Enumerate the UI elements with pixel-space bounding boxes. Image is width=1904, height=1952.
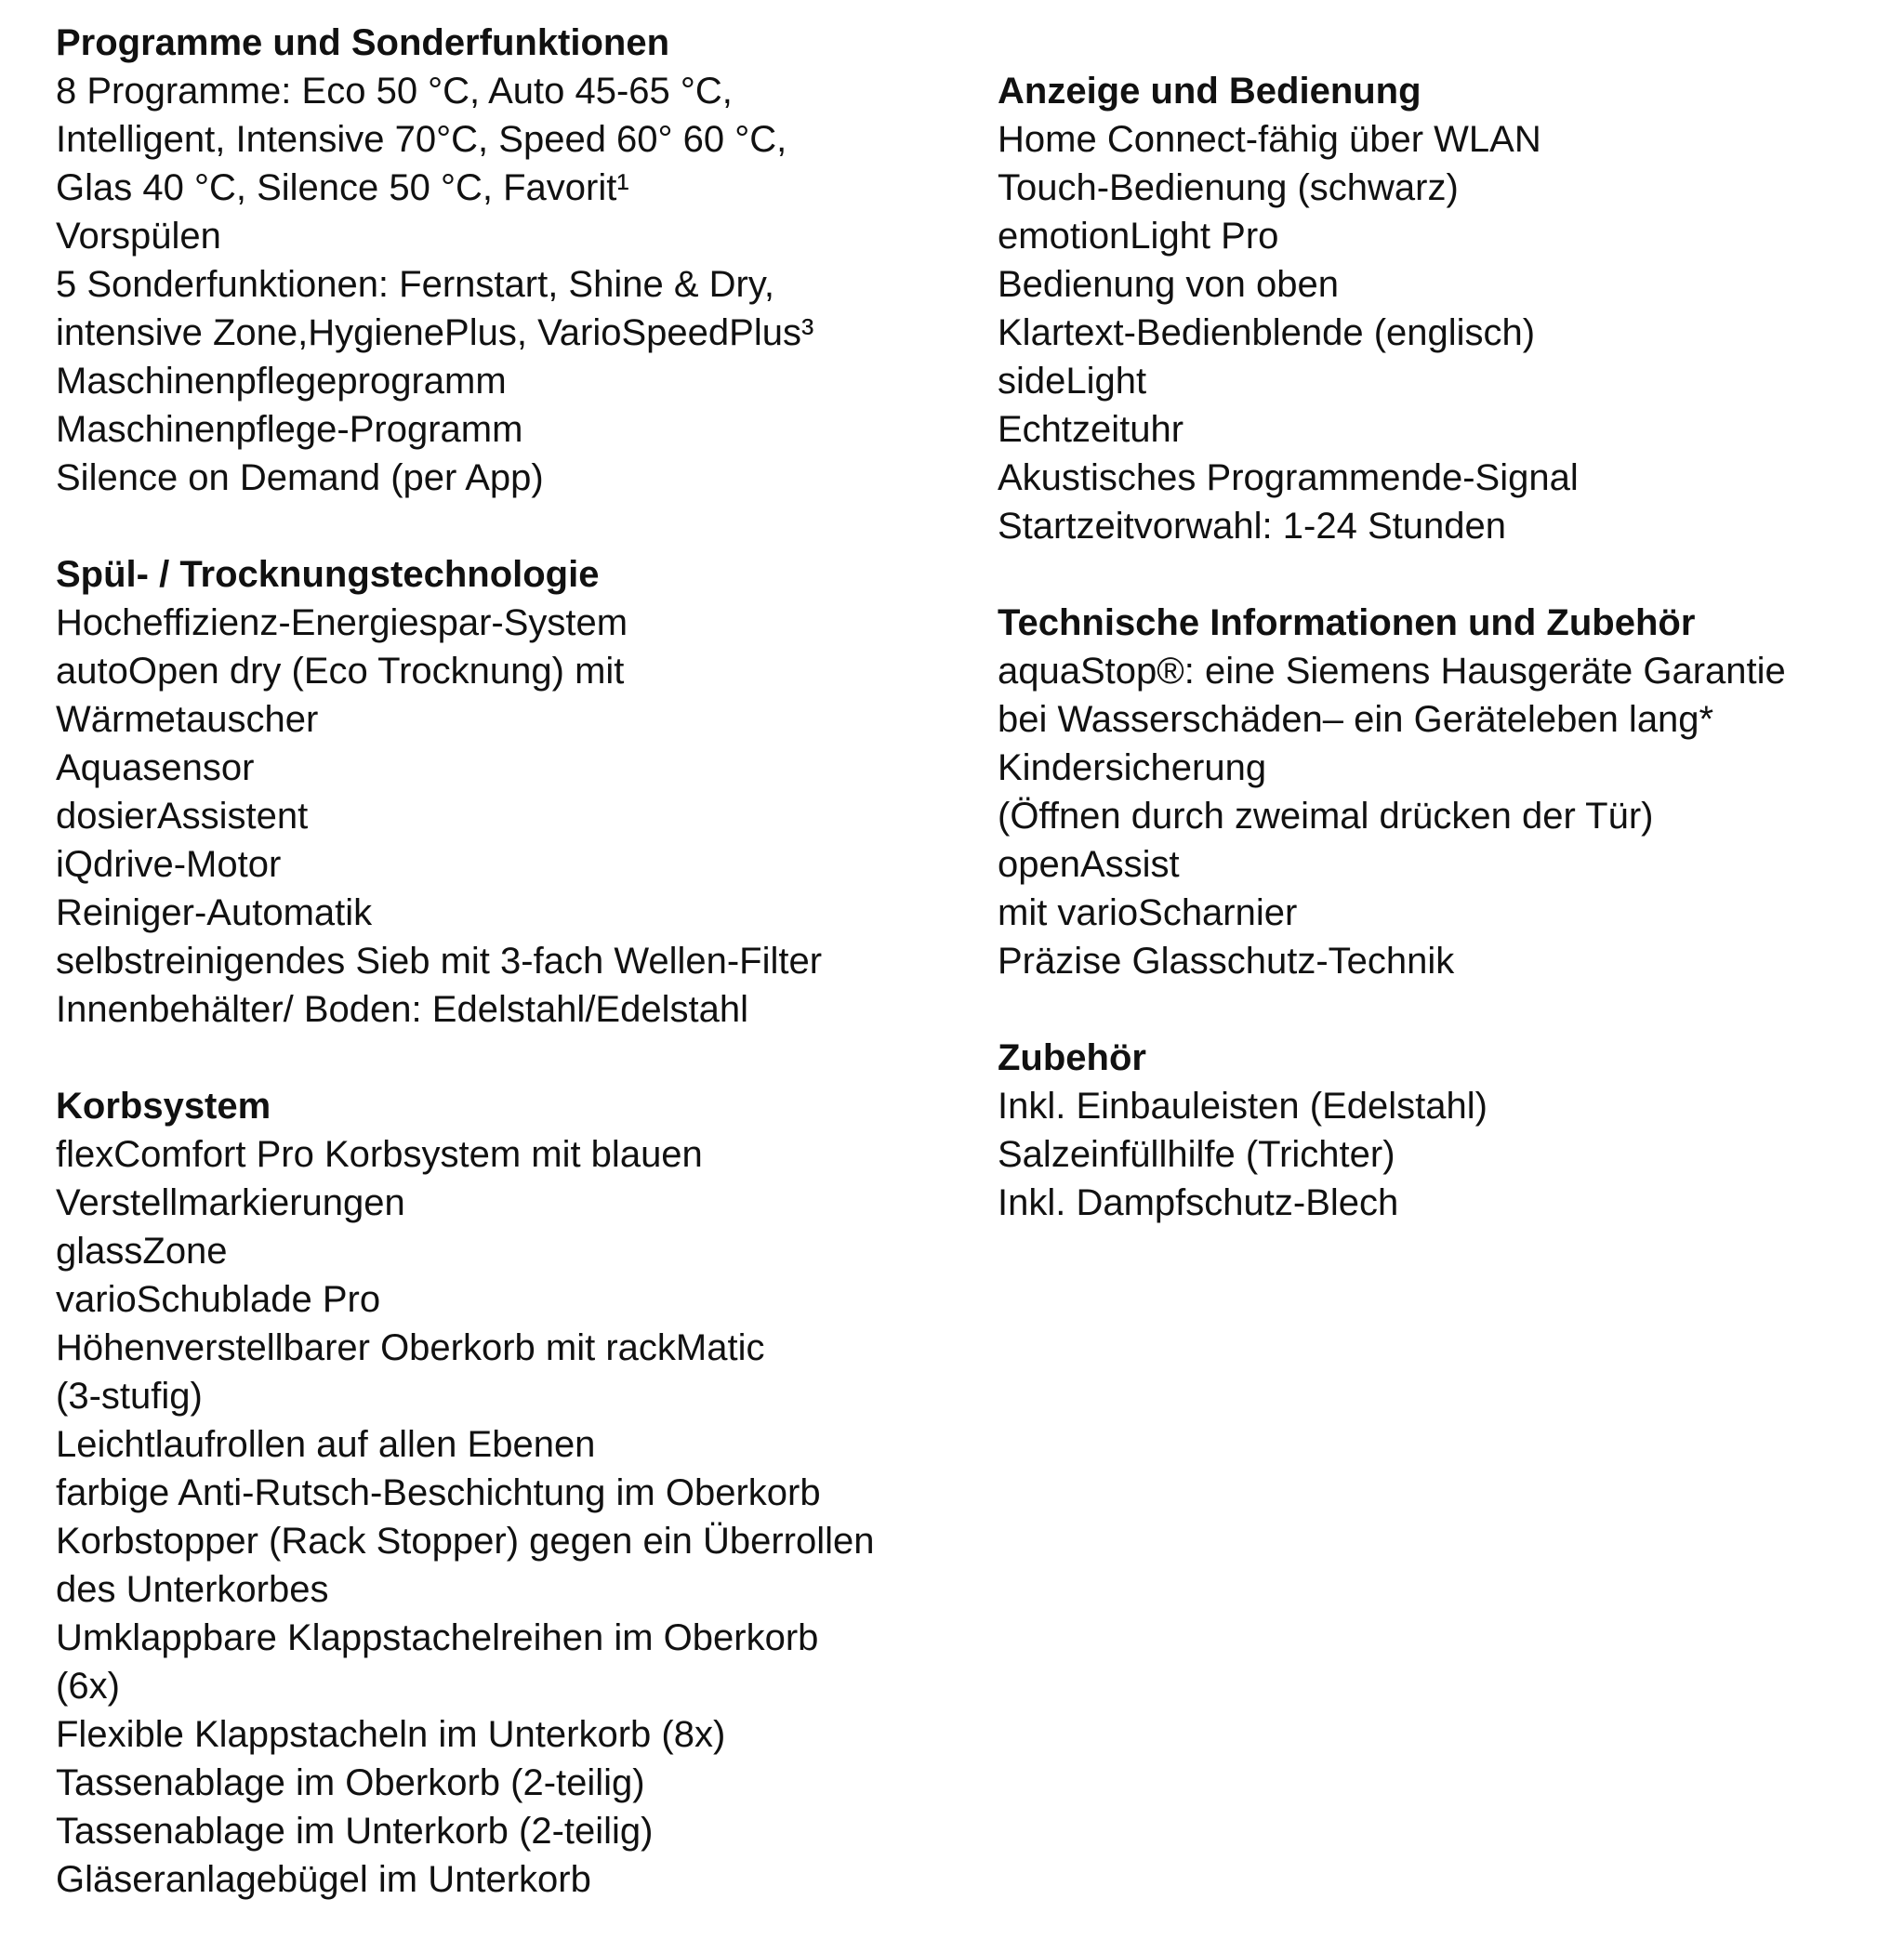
section-heading: Technische Informationen und Zubehör bbox=[998, 602, 1696, 643]
spec-line: iQdrive-Motor bbox=[56, 844, 282, 885]
section-heading: Spül- / Trocknungstechnologie bbox=[56, 554, 600, 595]
spec-line: farbige Anti-Rutsch-Beschichtung im Oberkorb bbox=[56, 1472, 821, 1513]
spec-line: Reiniger-Automatik bbox=[56, 892, 373, 933]
spec-line: Silence on Demand (per App) bbox=[56, 457, 544, 498]
section-heading: Anzeige und Bedienung bbox=[998, 71, 1421, 112]
spec-line: varioSchublade Pro bbox=[56, 1279, 381, 1320]
spec-line: 8 Programme: Eco 50 °C, Auto 45-65 °C, bbox=[56, 71, 733, 112]
right-column bbox=[998, 67, 1890, 1275]
spec-line: Korbstopper (Rack Stopper) gegen ein Überrollen bbox=[56, 1521, 875, 1562]
spec-list bbox=[56, 67, 985, 502]
spec-line: Leichtlaufrollen auf allen Ebenen bbox=[56, 1424, 596, 1465]
spec-line: Höhenverstellbarer Oberkorb mit rackMatic bbox=[56, 1327, 765, 1368]
spec-list bbox=[56, 599, 985, 1034]
spec-line: Wärmetauscher bbox=[56, 699, 319, 740]
spec-line: Umklappbare Klappstachelreihen im Oberkorb bbox=[56, 1617, 819, 1658]
spec-section bbox=[998, 599, 1890, 985]
spec-line: mit varioScharnier bbox=[998, 892, 1298, 933]
spec-line: openAssist bbox=[998, 844, 1180, 885]
spec-line: Echtzeituhr bbox=[998, 409, 1184, 450]
spec-line: emotionLight Pro bbox=[998, 216, 1279, 257]
spec-line: Flexible Klappstacheln im Unterkorb (8x) bbox=[56, 1714, 726, 1755]
spec-line: (Öffnen durch zweimal drücken der Tür) bbox=[998, 796, 1654, 837]
spec-line: Gläseranlagebügel im Unterkorb bbox=[56, 1859, 591, 1900]
spec-line: Tassenablage im Unterkorb (2-teilig) bbox=[56, 1811, 654, 1852]
spec-line: dosierAssistent bbox=[56, 796, 309, 837]
spec-line: Home Connect-fähig über WLAN bbox=[998, 119, 1541, 160]
section-heading: Programme und Sonderfunktionen bbox=[56, 22, 670, 63]
spec-line: flexComfort Pro Korbsystem mit blauen bbox=[56, 1134, 703, 1175]
spec-line: Kindersicherung bbox=[998, 747, 1267, 788]
section-heading: Korbsystem bbox=[56, 1086, 271, 1127]
spec-line: Verstellmarkierungen bbox=[56, 1182, 405, 1223]
spec-list bbox=[998, 1082, 1890, 1227]
spec-section bbox=[56, 19, 985, 502]
spec-section bbox=[998, 67, 1890, 550]
spec-section bbox=[998, 1034, 1890, 1227]
spec-line: Hocheffizienz-Energiespar-System bbox=[56, 602, 628, 643]
spec-line: sideLight bbox=[998, 361, 1147, 402]
spec-line: Maschinenpflegeprogramm bbox=[56, 361, 507, 402]
spec-section bbox=[56, 1082, 985, 1904]
spec-line: Aquasensor bbox=[56, 747, 255, 788]
spec-line: Bedienung von oben bbox=[998, 264, 1339, 305]
spec-line: aquaStop®: eine Siemens Hausgeräte Garantie bbox=[998, 651, 1786, 692]
spec-line: glassZone bbox=[56, 1231, 228, 1272]
spec-line: selbstreinigendes Sieb mit 3-fach Wellen-Filter bbox=[56, 941, 823, 982]
left-column bbox=[56, 19, 985, 1952]
spec-line: autoOpen dry (Eco Trocknung) mit bbox=[56, 651, 625, 692]
spec-line: Salzeinfüllhilfe (Trichter) bbox=[998, 1134, 1395, 1175]
section-heading: Zubehör bbox=[998, 1037, 1146, 1078]
spec-line: Klartext-Bedienblende (englisch) bbox=[998, 312, 1536, 353]
spec-line: intensive Zone,HygienePlus, VarioSpeedPlus³ bbox=[56, 312, 814, 353]
spec-line: (3-stufig) bbox=[56, 1376, 203, 1417]
spec-line: Startzeitvorwahl: 1-24 Stunden bbox=[998, 506, 1506, 547]
spec-list bbox=[998, 115, 1890, 550]
spec-line: Inkl. Einbauleisten (Edelstahl) bbox=[998, 1086, 1488, 1127]
spec-line: des Unterkorbes bbox=[56, 1569, 329, 1610]
spec-line: Inkl. Dampfschutz-Blech bbox=[998, 1182, 1399, 1223]
spec-line: Maschinenpflege-Programm bbox=[56, 409, 523, 450]
spec-list bbox=[998, 647, 1890, 985]
spec-line: Präzise Glasschutz-Technik bbox=[998, 941, 1455, 982]
spec-list bbox=[56, 1130, 985, 1904]
spec-line: Vorspülen bbox=[56, 216, 221, 257]
spec-line: 5 Sonderfunktionen: Fernstart, Shine & Dry, bbox=[56, 264, 774, 305]
spec-line: Akustisches Programmende-Signal bbox=[998, 457, 1579, 498]
spec-section bbox=[56, 550, 985, 1034]
spec-line: Tassenablage im Oberkorb (2-teilig) bbox=[56, 1762, 645, 1803]
spec-line: Intelligent, Intensive 70°C, Speed 60° 60 °C, bbox=[56, 119, 787, 160]
spec-line: Innenbehälter/ Boden: Edelstahl/Edelstahl bbox=[56, 989, 748, 1030]
spec-line: Glas 40 °C, Silence 50 °C, Favorit¹ bbox=[56, 167, 629, 208]
spec-line: bei Wasserschäden– ein Geräteleben lang* bbox=[998, 699, 1714, 740]
spec-line: (6x) bbox=[56, 1666, 120, 1707]
spec-line: Touch-Bedienung (schwarz) bbox=[998, 167, 1459, 208]
